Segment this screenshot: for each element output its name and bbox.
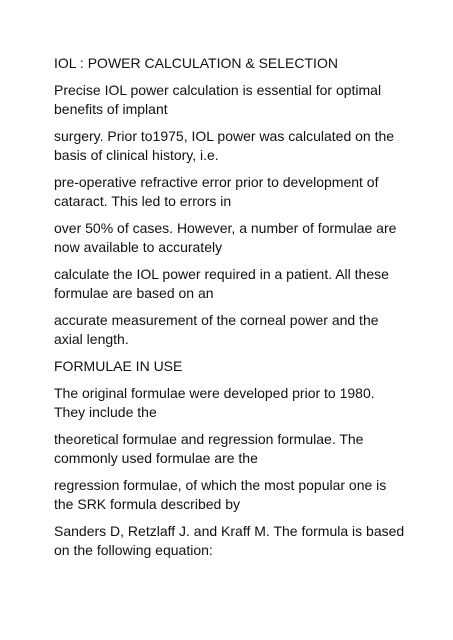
- paragraph-10: [54, 522, 404, 560]
- paragraph-line: Sanders D, Retzlaff J. and Kraff M. The formula is based: [54, 523, 405, 539]
- paragraph-line: now available to accurately: [54, 239, 223, 255]
- paragraph-line: The original formulae were developed prior to 1980.: [54, 385, 375, 401]
- paragraph-line: over 50% of cases. However, a number of formulae are: [54, 220, 397, 236]
- paragraph-8: [54, 430, 404, 468]
- paragraph-line: accurate measurement of the corneal power and the: [54, 312, 379, 328]
- paragraph-7: [54, 384, 404, 422]
- paragraph-6: [54, 311, 404, 349]
- paragraph-line: calculate the IOL power required in a patient. All these: [54, 266, 389, 282]
- paragraph-line: Precise IOL power calculation is essential for optimal: [54, 82, 382, 98]
- paragraph-line: on the following equation:: [54, 542, 213, 558]
- paragraph-1: [54, 81, 404, 119]
- paragraph-3: [54, 173, 404, 211]
- paragraph-line: formulae are based on an: [54, 285, 214, 301]
- paragraph-line: benefits of implant: [54, 101, 168, 117]
- paragraph-line: the SRK formula described by: [54, 496, 240, 512]
- paragraph-line: axial length.: [54, 331, 129, 347]
- paragraph-line: regression formulae, of which the most popular one is: [54, 477, 387, 493]
- document-body: [54, 54, 404, 568]
- paragraph-line: surgery. Prior to1975, IOL power was calculated on the: [54, 128, 395, 144]
- paragraph-line: basis of clinical history, i.e.: [54, 147, 219, 163]
- paragraph-2: [54, 127, 404, 165]
- paragraph-9: [54, 476, 404, 514]
- paragraph-5: [54, 265, 404, 303]
- document-title: IOL : POWER CALCULATION & SELECTION: [54, 55, 338, 71]
- paragraph-line: commonly used formulae are the: [54, 450, 258, 466]
- section-heading: FORMULAE IN USE: [54, 358, 183, 374]
- paragraph-line: They include the: [54, 404, 157, 420]
- paragraph-line: cataract. This led to errors in: [54, 193, 232, 209]
- paragraph-line: pre-operative refractive error prior to development of: [54, 174, 379, 190]
- paragraph-4: [54, 219, 404, 257]
- paragraph-line: theoretical formulae and regression formulae. The: [54, 431, 364, 447]
